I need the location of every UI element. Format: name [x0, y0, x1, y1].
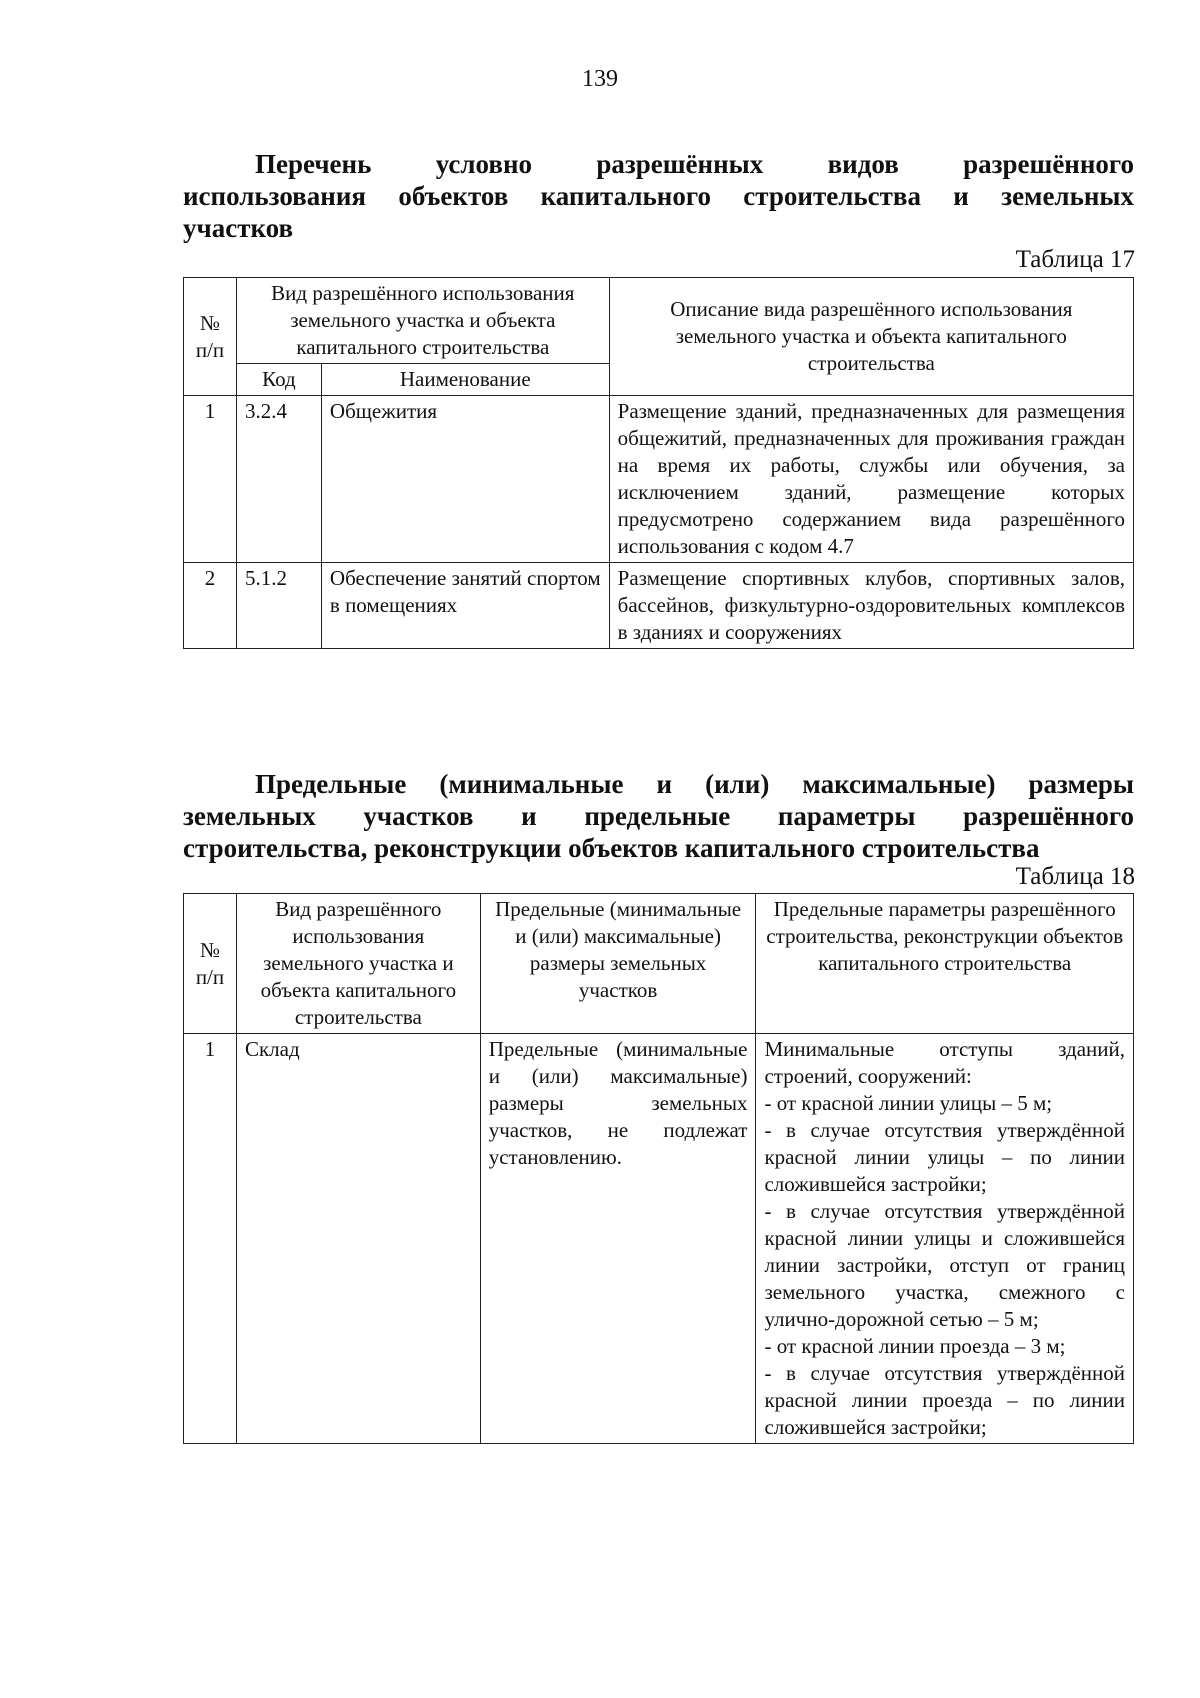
table17: [183, 277, 1134, 649]
header-params: Предельные параметры разрешённого строительства, реконструкции объектов капитального строительства: [756, 894, 1134, 1034]
cell-description: Размещение зданий, предназначенных для размещения общежитий, предназначенных для проживания граждан на время их работы, службы или обучения, за исключением зданий, размещение которых предусмотрено содержанием вида разрешённого использования с кодом 4.7: [609, 396, 1133, 563]
cell-name: Общежития: [321, 396, 609, 563]
header-name: Наименование: [321, 364, 609, 396]
header-code: Код: [236, 364, 321, 396]
cell-kind: Склад: [236, 1034, 480, 1444]
table-row: [184, 396, 1134, 563]
params-line: - в случае отсутствия утверждённой красной линии проезда – по линии сложившейся застройки;: [764, 1361, 1125, 1439]
cell-code: 5.1.2: [236, 563, 321, 649]
header-num: № п/п: [184, 894, 237, 1034]
heading-line: Предельные (минимальные и (или) максимальные) размеры: [255, 769, 1134, 799]
heading-line: участков: [183, 213, 294, 243]
cell-num: 1: [184, 396, 237, 563]
section2-heading: [183, 768, 1134, 864]
heading-line: Перечень условно разрешённых видов разрешённого: [255, 149, 1134, 179]
params-line: - от красной линии улицы – 5 м;: [764, 1091, 1053, 1115]
params-line: - в случае отсутствия утверждённой красной линии улицы – по линии сложившейся застройки;: [764, 1118, 1125, 1196]
table18-caption: Таблица 18: [1015, 863, 1135, 890]
table-row: [184, 563, 1134, 649]
heading-line: строительства, реконструкции объектов капитального строительства: [183, 833, 1040, 863]
page-number: 139: [582, 66, 618, 92]
header-description: Описание вида разрешённого использования земельного участка и объекта капитального строительства: [609, 278, 1133, 396]
table-header-row: [184, 894, 1134, 1034]
cell-num: 1: [184, 1034, 237, 1444]
cell-code: 3.2.4: [236, 396, 321, 563]
heading-line: земельных участков и предельные параметры разрешённого: [183, 801, 1134, 831]
cell-sizes: Предельные (минимальные и (или) максимальные) размеры земельных участков, не подлежат установлению.: [480, 1034, 756, 1444]
header-sizes: Предельные (минимальные и (или) максимальные) размеры земельных участков: [480, 894, 756, 1034]
header-kind: Вид разрешённого использования земельного участка и объекта капитального строительства: [236, 894, 480, 1034]
table-header-row: [184, 278, 1134, 364]
cell-num: 2: [184, 563, 237, 649]
table17-caption: Таблица 17: [1015, 246, 1135, 273]
header-kind-group: Вид разрешённого использования земельного участка и объекта капитального строительства: [236, 278, 609, 364]
section1-heading: [183, 148, 1134, 244]
params-line: - в случае отсутствия утверждённой красной линии улицы и сложившейся линии застройки, отступ от границ земельного участка, смежного с улично-дорожной сетью – 5 м;: [764, 1199, 1125, 1331]
heading-line: использования объектов капитального строительства и земельных: [183, 181, 1134, 211]
cell-name: Обеспечение занятий спортом в помещениях: [321, 563, 609, 649]
header-num: № п/п: [184, 278, 237, 396]
cell-params: [756, 1034, 1134, 1444]
table18: [183, 893, 1134, 1444]
cell-description: Размещение спортивных клубов, спортивных залов, бассейнов, физкультурно-оздоровительных комплексов в зданиях и сооружениях: [609, 563, 1133, 649]
params-line: - от красной линии проезда – 3 м;: [764, 1334, 1066, 1358]
params-line: Минимальные отступы зданий, строений, сооружений:: [764, 1037, 1125, 1088]
table-row: [184, 1034, 1134, 1444]
